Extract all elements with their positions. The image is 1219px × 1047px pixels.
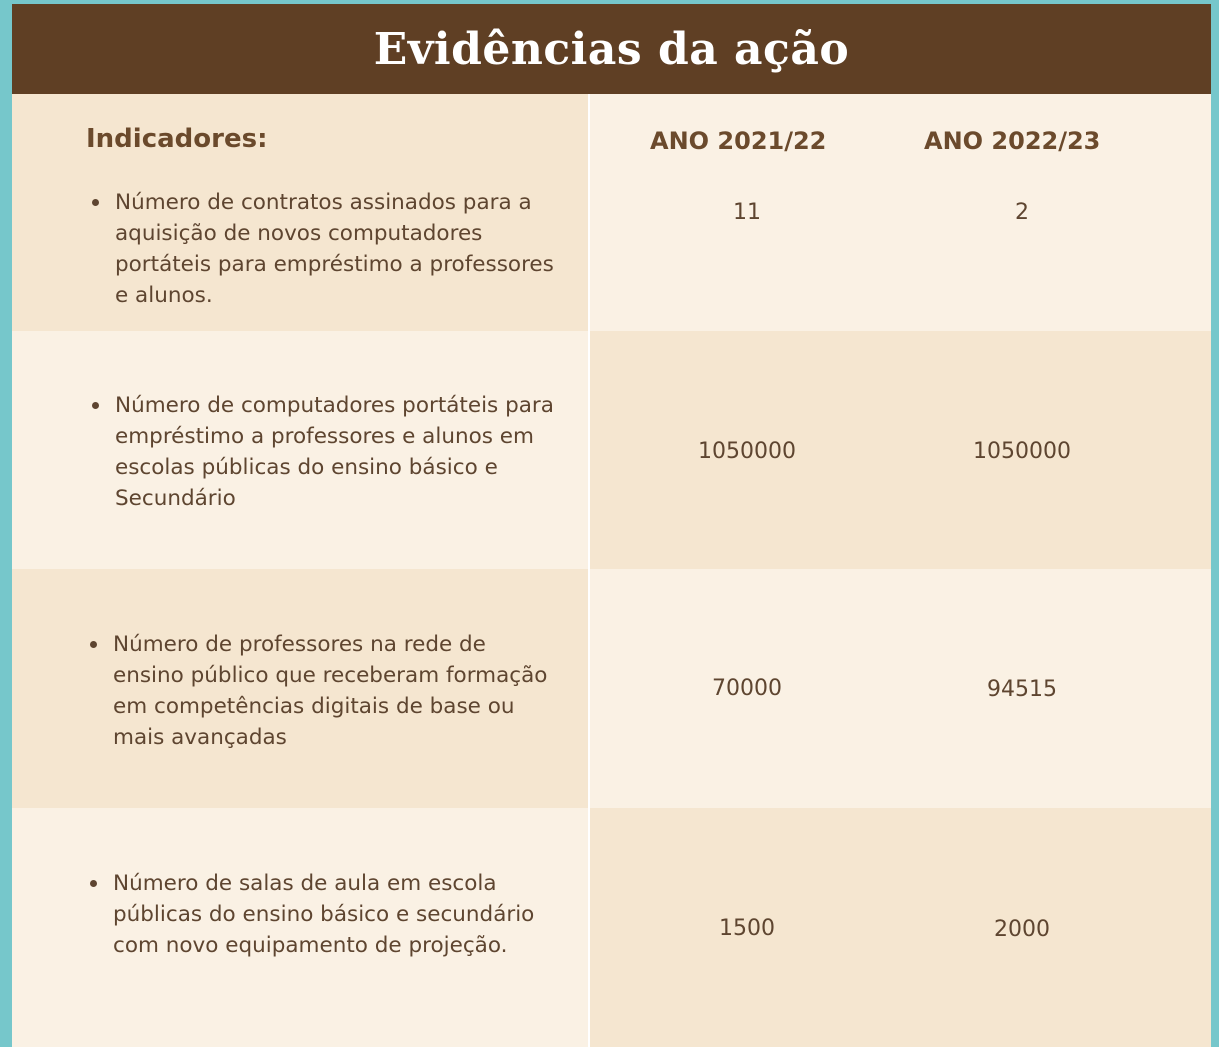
year-header-2021: ANO 2021/22: [650, 127, 827, 155]
values-cell: [590, 808, 1211, 1047]
indicator-text: Número de computadores portáteis para empréstimo a professores e alunos em escolas públicas do ensino básico e Secundário: [115, 393, 554, 511]
indicator-bullet: [92, 390, 555, 514]
evidence-table: [12, 94, 1211, 1047]
value-2022: 2000: [994, 917, 1050, 942]
indicator-cell: [12, 569, 588, 808]
indicator-bullet: [92, 187, 555, 311]
indicator-bullet: [90, 868, 553, 961]
indicator-text: Número de salas de aula em escola públicas do ensino básico e secundário com novo equipamento de projeção.: [113, 871, 535, 958]
indicator-text: Número de contratos assinados para a aquisição de novos computadores portáteis para empréstimo a professores e alunos.: [115, 190, 554, 308]
value-2021: 11: [733, 200, 761, 225]
table-row: [12, 331, 1211, 569]
frame-border-left: [0, 0, 12, 1047]
table-row: [12, 808, 1211, 1047]
value-2021: 70000: [712, 676, 782, 701]
value-2022: 1050000: [973, 439, 1071, 464]
table-row: [12, 569, 1211, 808]
indicator-cell: [12, 331, 588, 569]
bullet-dot-icon: [90, 880, 97, 887]
indicator-text: Número de professores na rede de ensino público que receberam formação em competências digitais de base ou mais avançadas: [113, 632, 548, 750]
bullet-dot-icon: [92, 402, 99, 409]
bullet-dot-icon: [92, 199, 99, 206]
indicators-heading: Indicadores:: [86, 124, 268, 154]
indicator-cell: [12, 808, 588, 1047]
year-header-2022: ANO 2022/23: [924, 127, 1101, 155]
table-row: [12, 94, 1211, 331]
values-cell: [590, 331, 1211, 569]
value-2021: 1050000: [698, 439, 796, 464]
value-2021: 1500: [719, 916, 775, 941]
frame-border-right: [1211, 0, 1219, 1047]
value-2022: 94515: [987, 677, 1057, 702]
page-title: Evidências da ação: [373, 23, 850, 75]
values-cell: [590, 94, 1211, 331]
page-header: [12, 4, 1211, 94]
bullet-dot-icon: [90, 641, 97, 648]
indicator-bullet: [90, 629, 553, 753]
values-cell: [590, 569, 1211, 808]
indicator-cell: [12, 94, 588, 331]
value-2022: 2: [1015, 200, 1029, 225]
